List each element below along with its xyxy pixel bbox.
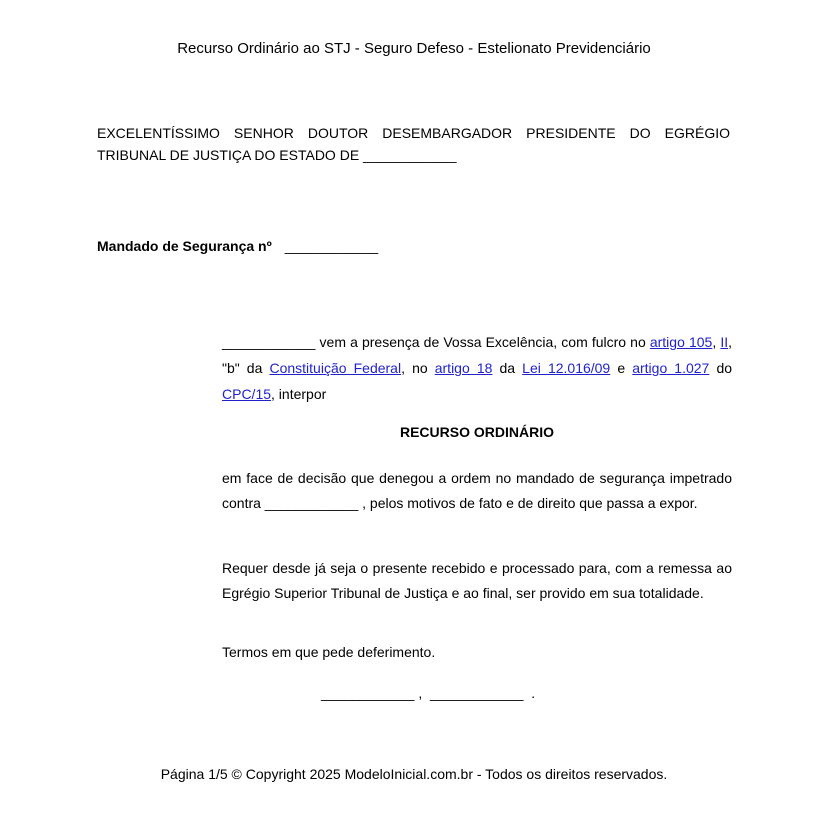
intro-text-segment: vem a presença de Vossa Excelência, com fulcro no <box>315 334 650 350</box>
intro-text-segment: , interpor <box>271 386 327 402</box>
body-paragraph-2: Requer desde já seja o presente recebido e processado para, com a remessa ao Egrégio Superior Tribunal de Justiça e ao final, ser provido em sua totalidade. <box>222 560 732 601</box>
link-artigo-18[interactable]: artigo 18 <box>434 360 493 376</box>
intro-text-segment: , "b" da <box>222 334 732 376</box>
link-lei-12016-09[interactable]: Lei 12.016/09 <box>522 360 611 376</box>
intro-text-segment: da <box>492 360 523 376</box>
link-artigo-105[interactable]: artigo 105 <box>649 334 713 350</box>
link-artigo-1027[interactable]: artigo 1.027 <box>632 360 710 376</box>
closing-paragraph: Termos em que pede deferimento. <box>222 644 436 660</box>
link-constituicao-federal[interactable]: Constituição Federal <box>269 360 402 376</box>
party-name-blank: ____________ <box>222 334 316 350</box>
intro-text-segment: do <box>709 360 733 376</box>
link-inciso-ii[interactable]: II <box>720 334 729 350</box>
page-footer-copyright: Página 1/5 © Copyright 2025 ModeloInicial.com.br - Todos os direitos reservados. <box>160 766 668 782</box>
document-title: Recurso Ordinário ao STJ - Seguro Defeso - Estelionato Previdenciário <box>177 40 651 57</box>
intro-paragraph <box>222 329 732 407</box>
case-reference-label: Mandado de Segurança nº <box>97 238 272 254</box>
body-paragraph-1: em face de decisão que denegou a ordem no mandado de segurança impetrado contra ____________ , pelos motivos de fato e de direito que passa a expor. <box>222 470 732 511</box>
city-date-blank-line: ____________ , ____________ . <box>321 685 536 701</box>
case-number-blank: ____________ <box>284 238 379 254</box>
vocative-paragraph: EXCELENTÍSSIMO SENHOR DOUTOR DESEMBARGADOR PRESIDENTE DO EGRÉGIO TRIBUNAL DE JUSTIÇA DO ESTADO DE ____________ <box>97 125 730 163</box>
intro-text-segment: , <box>712 334 721 350</box>
intro-text-segment: , no <box>401 360 435 376</box>
intro-text-segment: e <box>610 360 633 376</box>
recourse-heading: RECURSO ORDINÁRIO <box>399 424 554 440</box>
case-reference-line <box>97 238 378 254</box>
link-cpc-15[interactable]: CPC/15 <box>222 386 272 402</box>
